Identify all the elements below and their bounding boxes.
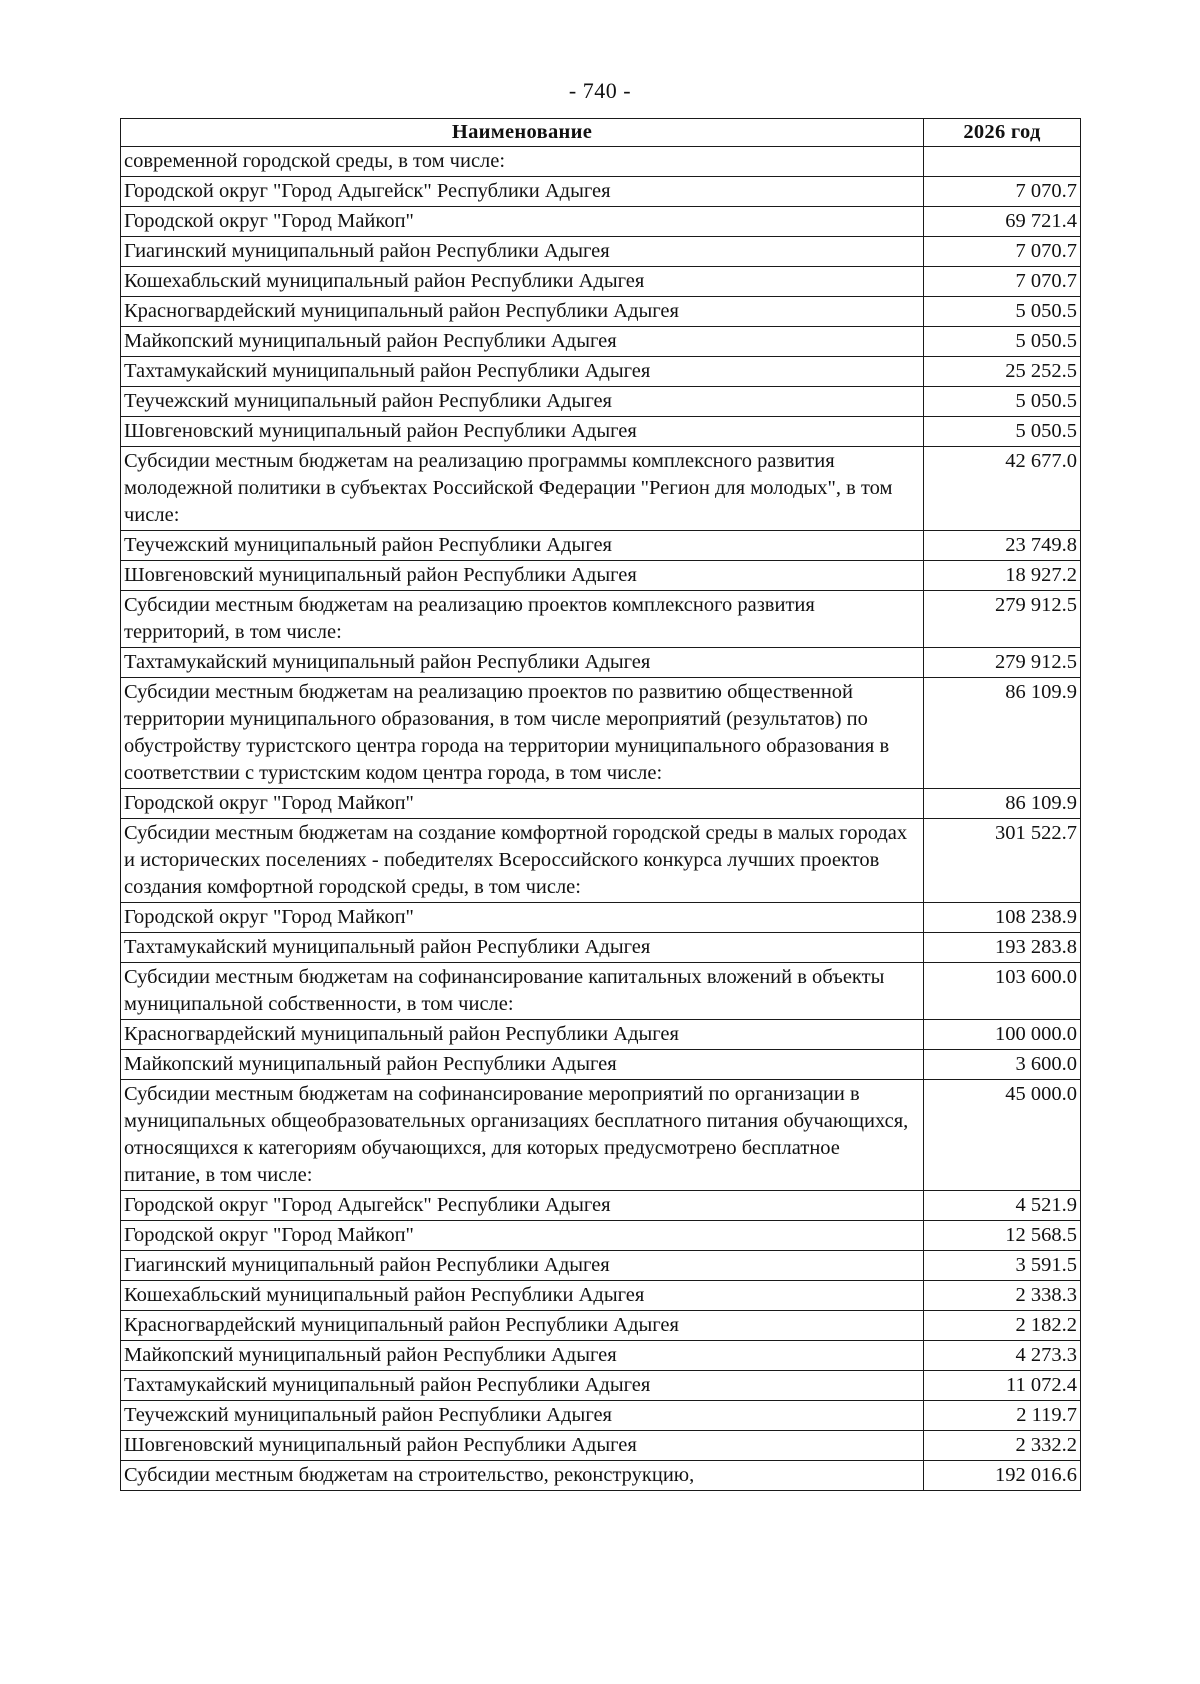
row-name-cell: Городской округ "Город Адыгейск" Республики Адыгея — [121, 1191, 924, 1221]
row-value-cell: 2 332.2 — [924, 1431, 1081, 1461]
row-value-cell: 3 591.5 — [924, 1251, 1081, 1281]
row-value-cell: 18 927.2 — [924, 561, 1081, 591]
row-value-cell: 25 252.5 — [924, 357, 1081, 387]
table-row — [121, 1221, 1081, 1251]
row-value-cell: 45 000.0 — [924, 1080, 1081, 1191]
table-row — [121, 1401, 1081, 1431]
row-value-cell: 7 070.7 — [924, 267, 1081, 297]
table-row — [121, 819, 1081, 903]
row-value-cell: 100 000.0 — [924, 1020, 1081, 1050]
table-row — [121, 648, 1081, 678]
row-value-cell: 86 109.9 — [924, 678, 1081, 789]
column-header-year: 2026 год — [924, 119, 1081, 147]
table-row — [121, 207, 1081, 237]
table-row — [121, 297, 1081, 327]
row-value-cell: 279 912.5 — [924, 591, 1081, 648]
table-row — [121, 1050, 1081, 1080]
row-value-cell: 193 283.8 — [924, 933, 1081, 963]
row-value-cell: 69 721.4 — [924, 207, 1081, 237]
table-row — [121, 933, 1081, 963]
table-row — [121, 1341, 1081, 1371]
row-name-cell: Теучежский муниципальный район Республики Адыгея — [121, 1401, 924, 1431]
row-name-cell: Субсидии местным бюджетам на реализацию проектов комплексного развития территорий, в том числе: — [121, 591, 924, 648]
row-name-cell: Субсидии местным бюджетам на строительство, реконструкцию, — [121, 1461, 924, 1491]
row-value-cell — [924, 147, 1081, 177]
table-row — [121, 177, 1081, 207]
table-row — [121, 1311, 1081, 1341]
row-name-cell: Красногвардейский муниципальный район Республики Адыгея — [121, 1020, 924, 1050]
table-row — [121, 1431, 1081, 1461]
row-value-cell: 7 070.7 — [924, 177, 1081, 207]
table-row — [121, 447, 1081, 531]
row-value-cell: 2 182.2 — [924, 1311, 1081, 1341]
row-name-cell: Субсидии местным бюджетам на реализацию программы комплексного развития молодежной политики в субъектах Российской Федерации "Регион для молодых", в том числе: — [121, 447, 924, 531]
budget-table — [120, 118, 1081, 1491]
row-value-cell: 23 749.8 — [924, 531, 1081, 561]
row-name-cell: Теучежский муниципальный район Республики Адыгея — [121, 387, 924, 417]
row-name-cell: Гиагинский муниципальный район Республики Адыгея — [121, 237, 924, 267]
row-name-cell: Кошехабльский муниципальный район Республики Адыгея — [121, 267, 924, 297]
row-name-cell: Майкопский муниципальный район Республики Адыгея — [121, 327, 924, 357]
row-value-cell: 192 016.6 — [924, 1461, 1081, 1491]
row-value-cell: 11 072.4 — [924, 1371, 1081, 1401]
row-value-cell: 4 521.9 — [924, 1191, 1081, 1221]
table-row — [121, 357, 1081, 387]
row-value-cell: 5 050.5 — [924, 417, 1081, 447]
row-name-cell: Шовгеновский муниципальный район Республики Адыгея — [121, 1431, 924, 1461]
row-value-cell: 103 600.0 — [924, 963, 1081, 1020]
table-row — [121, 1461, 1081, 1491]
row-value-cell: 108 238.9 — [924, 903, 1081, 933]
table-row — [121, 1080, 1081, 1191]
row-value-cell: 279 912.5 — [924, 648, 1081, 678]
row-name-cell: Майкопский муниципальный район Республики Адыгея — [121, 1341, 924, 1371]
column-header-name: Наименование — [121, 119, 924, 147]
row-value-cell: 5 050.5 — [924, 387, 1081, 417]
row-name-cell: Майкопский муниципальный район Республики Адыгея — [121, 1050, 924, 1080]
row-name-cell: Субсидии местным бюджетам на софинансирование мероприятий по организации в муниципальных общеобразовательных организациях бесплатного питания обучающихся, относящихся к категориям обучающихся, для которых предусмотрено бесплатное питание, в том числе: — [121, 1080, 924, 1191]
row-name-cell: современной городской среды, в том числе: — [121, 147, 924, 177]
row-name-cell: Субсидии местным бюджетам на реализацию проектов по развитию общественной территории муниципального образования, в том числе мероприятий (результатов) по обустройству туристского центра города на территории муниципального образования в соответствии с туристским кодом центра города, в том числе: — [121, 678, 924, 789]
table-row — [121, 591, 1081, 648]
row-name-cell: Городской округ "Город Майкоп" — [121, 207, 924, 237]
row-value-cell: 7 070.7 — [924, 237, 1081, 267]
table-header-row — [121, 119, 1081, 147]
row-value-cell: 3 600.0 — [924, 1050, 1081, 1080]
row-name-cell: Городской округ "Город Майкоп" — [121, 903, 924, 933]
row-name-cell: Тахтамукайский муниципальный район Республики Адыгея — [121, 933, 924, 963]
table-row — [121, 1251, 1081, 1281]
table-body — [121, 147, 1081, 1491]
table-row — [121, 561, 1081, 591]
table-row — [121, 903, 1081, 933]
row-value-cell: 2 119.7 — [924, 1401, 1081, 1431]
row-name-cell: Городской округ "Город Майкоп" — [121, 789, 924, 819]
row-value-cell: 5 050.5 — [924, 327, 1081, 357]
table-row — [121, 267, 1081, 297]
table-row — [121, 1371, 1081, 1401]
table-row — [121, 1020, 1081, 1050]
row-name-cell: Красногвардейский муниципальный район Республики Адыгея — [121, 1311, 924, 1341]
table-row — [121, 387, 1081, 417]
table-row — [121, 327, 1081, 357]
page-number: - 740 - — [568, 78, 632, 103]
row-name-cell: Теучежский муниципальный район Республики Адыгея — [121, 531, 924, 561]
row-name-cell: Субсидии местным бюджетам на создание комфортной городской среды в малых городах и исторических поселениях - победителях Всероссийского конкурса лучших проектов создания комфортной городской среды, в том числе: — [121, 819, 924, 903]
row-name-cell: Кошехабльский муниципальный район Республики Адыгея — [121, 1281, 924, 1311]
table-row — [121, 963, 1081, 1020]
row-name-cell: Субсидии местным бюджетам на софинансирование капитальных вложений в объекты муниципальной собственности, в том числе: — [121, 963, 924, 1020]
row-value-cell: 301 522.7 — [924, 819, 1081, 903]
row-value-cell: 2 338.3 — [924, 1281, 1081, 1311]
row-name-cell: Шовгеновский муниципальный район Республики Адыгея — [121, 561, 924, 591]
row-value-cell: 86 109.9 — [924, 789, 1081, 819]
row-value-cell: 5 050.5 — [924, 297, 1081, 327]
row-name-cell: Городской округ "Город Адыгейск" Республики Адыгея — [121, 177, 924, 207]
row-name-cell: Шовгеновский муниципальный район Республики Адыгея — [121, 417, 924, 447]
row-name-cell: Красногвардейский муниципальный район Республики Адыгея — [121, 297, 924, 327]
table-row — [121, 531, 1081, 561]
row-value-cell: 42 677.0 — [924, 447, 1081, 531]
table-row — [121, 1191, 1081, 1221]
table-row — [121, 417, 1081, 447]
table-row — [121, 789, 1081, 819]
row-name-cell: Тахтамукайский муниципальный район Республики Адыгея — [121, 648, 924, 678]
row-value-cell: 4 273.3 — [924, 1341, 1081, 1371]
table-row — [121, 678, 1081, 789]
row-name-cell: Городской округ "Город Майкоп" — [121, 1221, 924, 1251]
table-row — [121, 147, 1081, 177]
row-name-cell: Тахтамукайский муниципальный район Республики Адыгея — [121, 357, 924, 387]
table-row — [121, 237, 1081, 267]
table-row — [121, 1281, 1081, 1311]
row-name-cell: Гиагинский муниципальный район Республики Адыгея — [121, 1251, 924, 1281]
row-value-cell: 12 568.5 — [924, 1221, 1081, 1251]
row-name-cell: Тахтамукайский муниципальный район Республики Адыгея — [121, 1371, 924, 1401]
